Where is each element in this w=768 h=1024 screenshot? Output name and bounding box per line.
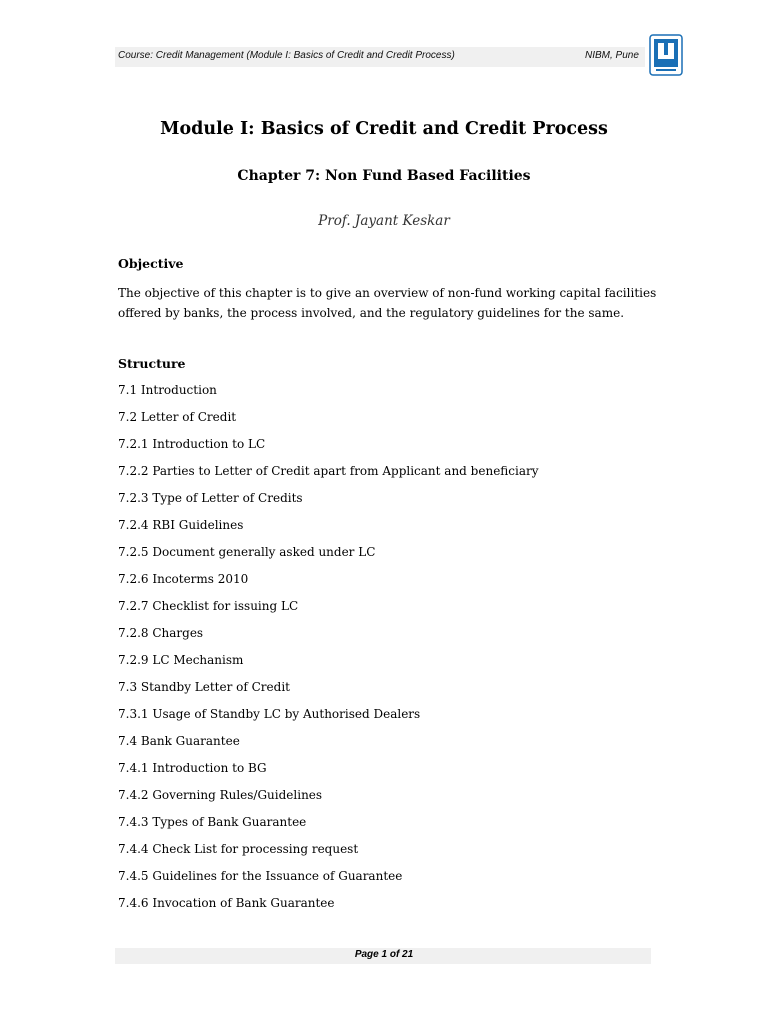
structure-item: 7.2.6 Incoterms 2010	[118, 572, 249, 586]
structure-heading: Structure	[118, 356, 186, 371]
objective-paragraph: The objective of this chapter is to give an overview of non-fund working capital facilities offered by banks, the process involved, and the regulatory guidelines for the same.	[118, 286, 657, 320]
structure-item: 7.3.1 Usage of Standby LC by Authorised Dealers	[118, 707, 421, 721]
chapter-title: Chapter 7: Non Fund Based Facilities	[237, 168, 531, 184]
structure-item: 7.4 Bank Guarantee	[118, 734, 240, 748]
structure-item: 7.2.9 LC Mechanism	[118, 653, 244, 667]
structure-item: 7.3 Standby Letter of Credit	[118, 680, 290, 694]
author-name: Prof. Jayant Keskar	[318, 213, 450, 229]
structure-item: 7.2.7 Checklist for issuing LC	[118, 599, 299, 613]
module-title: Module I: Basics of Credit and Credit Process	[160, 119, 608, 139]
structure-item: 7.4.4 Check List for processing request	[118, 842, 359, 856]
structure-item: 7.2.1 Introduction to LC	[118, 437, 266, 451]
structure-item: 7.2.3 Type of Letter of Credits	[118, 491, 303, 505]
structure-item: 7.2.8 Charges	[118, 626, 204, 640]
structure-item: 7.2.2 Parties to Letter of Credit apart from Applicant and beneficiary	[118, 464, 539, 478]
structure-item: 7.4.5 Guidelines for the Issuance of Guarantee	[118, 869, 403, 883]
structure-item: 7.4.6 Invocation of Bank Guarantee	[118, 896, 335, 910]
header-course-title: Course: Credit Management (Module I: Basics of Credit and Credit Process)	[118, 50, 455, 61]
objective-heading: Objective	[118, 256, 184, 271]
structure-item: 7.2.5 Document generally asked under LC	[118, 545, 376, 559]
structure-item: 7.2.4 RBI Guidelines	[118, 518, 244, 532]
structure-item: 7.4.2 Governing Rules/Guidelines	[118, 788, 323, 802]
structure-list	[118, 382, 539, 922]
structure-item: 7.4.1 Introduction to BG	[118, 761, 267, 775]
structure-item: 7.4.3 Types of Bank Guarantee	[118, 815, 307, 829]
nibm-logo-icon	[649, 34, 683, 76]
structure-item: 7.1 Introduction	[118, 383, 217, 397]
structure-item: 7.2 Letter of Credit	[118, 410, 237, 424]
header-organization: NIBM, Pune	[585, 50, 639, 61]
page-number: Page 1 of 21	[354, 949, 414, 960]
